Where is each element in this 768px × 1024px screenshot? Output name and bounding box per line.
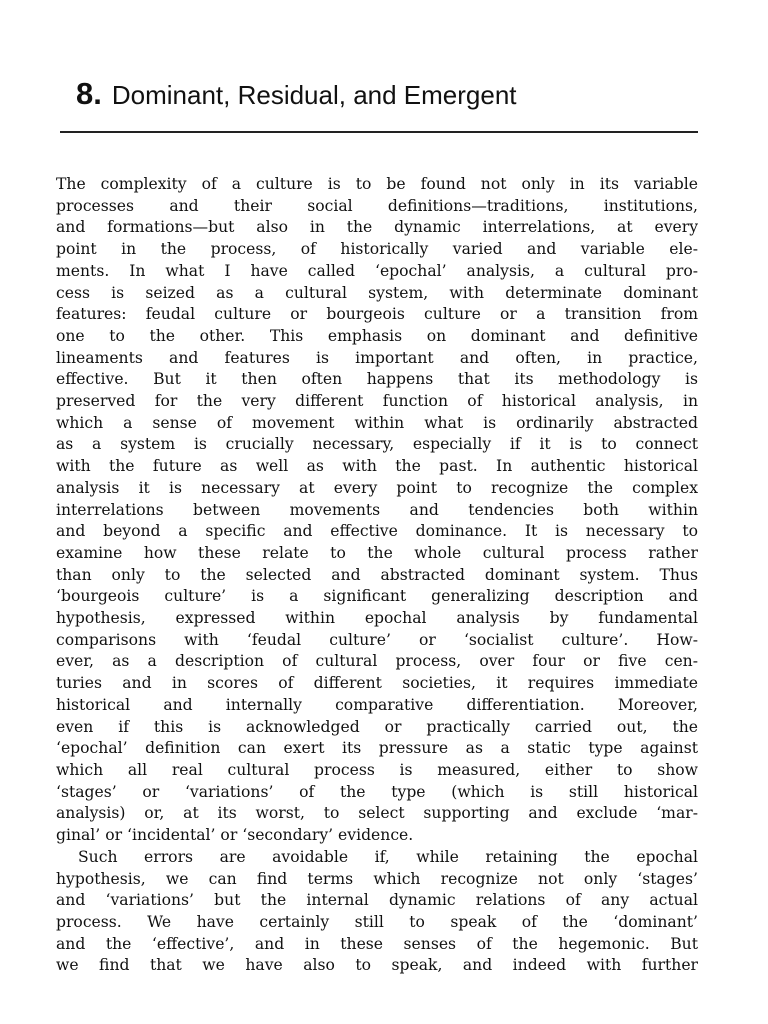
text-line: and formations—but also in the dynamic interrelations, at every [56,218,698,237]
text-line: point in the process, of historically varied and variable ele- [56,240,698,259]
text-line: and the ‘effective’, and in these senses of the hegemonic. But [56,934,698,953]
text-line: and ‘variations’ but the internal dynamic relations of any actual [56,891,698,910]
paragraph [56,174,698,847]
chapter-title: Dominant, Residual, and Emergent [111,80,517,110]
text-line: hypothesis, expressed within epochal analysis by fundamental [56,609,698,628]
text-line: historical and internally comparative differentiation. Moreover, [56,695,698,714]
text-line: ever, as a description of cultural process, over four or five cen- [56,652,698,671]
text-line: cess is seized as a cultural system, with determinate dominant [56,283,698,302]
paragraph [56,847,698,977]
text-line: which all real cultural process is measured, either to show [56,760,698,779]
chapter-number: 8. [76,76,102,111]
text-line: analysis) or, at its worst, to select supporting and exclude ‘mar- [56,804,698,823]
text-line: than only to the selected and abstracted dominant system. Thus [56,565,698,584]
text-line: processes and their social definitions—traditions, institutions, [56,196,698,215]
text-line: ginal’ or ‘incidental’ or ‘secondary’ evidence. [56,826,414,845]
text-line: hypothesis, we can find terms which recognize not only ‘stages’ [56,869,698,888]
text-line: features: feudal culture or bourgeois culture or a transition from [56,305,698,324]
text-line: even if this is acknowledged or practically carried out, the [56,717,698,736]
text-line: examine how these relate to the whole cultural process rather [56,543,698,562]
text-line: ments. In what I have called ‘epochal’ analysis, a cultural pro- [56,261,698,280]
text-line: The complexity of a culture is to be found not only in its variable [56,175,698,193]
text-line: ‘stages’ or ‘variations’ of the type (which is still historical [56,782,698,801]
text-line: Such errors are avoidable if, while retaining the epochal [78,847,698,866]
text-line: process. We have certainly still to speak of the ‘dominant’ [56,912,698,931]
text-line: and beyond a specific and effective dominance. It is necessary to [56,522,698,541]
text-line: with the future as well as with the past. In authentic historical [56,457,698,476]
text-line: analysis it is necessary at every point to recognize the complex [56,478,698,497]
text-line: effective. But it then often happens that its methodology is [56,370,698,389]
heading-rule [60,131,698,133]
text-line: turies and in scores of different societies, it requires immediate [56,674,698,693]
text-line: lineaments and features is important and often, in practice, [56,348,698,367]
body-text [56,174,698,977]
text-line: interrelations between movements and tendencies both within [56,500,698,519]
text-line: which a sense of movement within what is ordinarily abstracted [56,413,698,432]
chapter-heading [76,74,517,115]
text-line: comparisons with ‘feudal culture’ or ‘socialist culture’. How- [56,630,698,649]
text-line: ‘bourgeois culture’ is a significant generalizing description and [56,587,698,606]
text-line: one to the other. This emphasis on dominant and definitive [56,326,698,345]
text-line: we find that we have also to speak, and indeed with further [56,956,698,975]
text-line: ‘epochal’ definition can exert its pressure as a static type against [56,739,698,758]
text-line: preserved for the very different function of historical analysis, in [56,392,698,411]
text-line: as a system is crucially necessary, especially if it is to connect [56,435,698,454]
